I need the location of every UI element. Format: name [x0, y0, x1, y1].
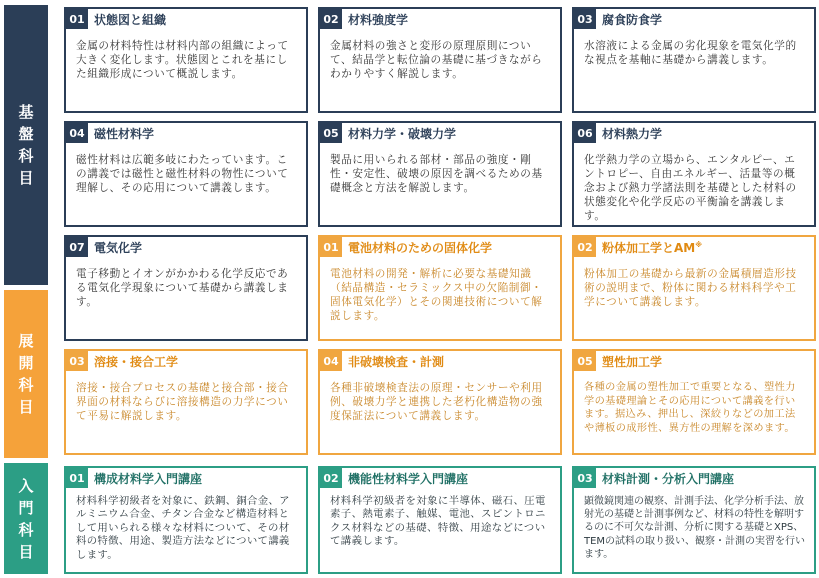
section-char: 目 [18, 169, 34, 187]
course-description: 各種非破壊検査法の原理・センサーや利用例、破壊力学と連携した老朽化構造物の強度保証法について講義します。 [330, 382, 543, 422]
course-description: 顕微鏡関連の観察、計測手法、化学分析手法、放射光の基礎と計測事例など、材料の特性を解明するのに不可欠な計測、分析に関する基礎とXPS、TEMの試料の取り扱い、観察・計測の実習を行います。 [584, 496, 806, 560]
section-char: 展 [18, 332, 34, 350]
course-description: 各種の金属の塑性加工で重要となる、塑性力学の基礎理論とその応用について講義を行います。据込み、押出し、深絞りなどの加工法や薄板の成形性、異方性の理解を深めます。 [584, 382, 796, 434]
course-card[interactable] [318, 349, 562, 455]
course-card[interactable] [64, 7, 308, 113]
section-char: 科 [18, 147, 34, 165]
course-title-text: 粉体加工学とAM [602, 240, 696, 255]
course-number: 03 [574, 9, 596, 29]
section-label-intro [4, 463, 48, 574]
section-char: 目 [18, 398, 34, 416]
course-description: 電池材料の開発・解析に必要な基礎知識（結晶構造・セラミックス中の欠陥制御・固体電気化学）とその関連技術について解説します。 [330, 268, 543, 322]
course-number: 01 [66, 9, 88, 29]
course-card[interactable] [572, 121, 816, 227]
course-number: 04 [66, 123, 88, 143]
course-title: 電気化学 [94, 240, 143, 255]
section-char: 目 [18, 542, 34, 561]
course-number: 01 [66, 468, 88, 488]
course-title: 磁性材料学 [94, 126, 155, 141]
section-label-basic [4, 5, 48, 285]
section-label-advanced [4, 290, 48, 458]
course-number: 02 [574, 237, 596, 257]
course-title: 材料力学・破壊力学 [348, 126, 457, 141]
course-number: 06 [574, 123, 596, 143]
course-card[interactable] [572, 7, 816, 113]
course-card[interactable] [64, 349, 308, 455]
course-description: 材料科学初級者を対象に、鉄鋼、銅合金、アルミニウム合金、チタン合金など構造材料として用いられる様々な材料について、その材料の特徴、用途、製造方法などについて講義します。 [76, 495, 290, 561]
course-card[interactable] [64, 121, 308, 227]
course-title [602, 239, 702, 256]
course-description: 金属材料の強さと変形の原理原則について、結晶学と転位論の基礎に基づきながらわかりやすく解説します。 [330, 40, 543, 80]
course-card[interactable] [572, 466, 816, 574]
course-title: 電池材料のための固体化学 [348, 240, 493, 255]
course-card[interactable] [572, 349, 816, 455]
course-title: 腐食防食学 [602, 12, 663, 27]
course-title: 材料強度学 [348, 12, 409, 27]
course-card[interactable] [318, 121, 562, 227]
course-number: 05 [574, 351, 596, 371]
course-description: 粉体加工の基礎から最新の金属積層造形技術の説明まで、粉体に関わる材料科学や工学について講義します。 [584, 268, 797, 308]
course-number: 03 [574, 468, 596, 488]
course-title: 材料熱力学 [602, 126, 663, 141]
course-title: 材料計測・分析入門講座 [602, 471, 735, 486]
course-card[interactable] [318, 466, 562, 574]
section-char: 開 [18, 354, 34, 372]
course-description: 磁性材料は広範多岐にわたっています。この講義では磁性と磁性材料の物性について理解し、その応用について講義します。 [76, 154, 289, 194]
course-card[interactable] [64, 235, 308, 341]
section-char: 科 [18, 520, 34, 539]
course-card[interactable] [318, 235, 562, 341]
section-char: 盤 [18, 125, 34, 143]
course-number: 05 [320, 123, 342, 143]
section-char: 基 [18, 103, 34, 121]
course-number: 02 [320, 468, 342, 488]
section-char: 門 [18, 498, 34, 517]
course-number: 01 [320, 237, 342, 257]
course-description: 金属の材料特性は材料内部の組織によって大きく変化します。状態図とこれを基にした組織形成について概説します。 [76, 40, 289, 80]
course-number: 07 [66, 237, 88, 257]
course-number: 02 [320, 9, 342, 29]
course-description: 水溶液による金属の劣化現象を電気化学的な視点を基軸に基礎から講義します。 [584, 40, 797, 66]
course-description: 電子移動とイオンがかかわる化学反応である電気化学現象について基礎から講義します。 [76, 268, 289, 308]
course-title: 構成材料学入門講座 [94, 471, 203, 486]
course-description: 溶接・接合プロセスの基礎と接合部・接合界面の材料ならびに溶接構造の力学について平易に解説します。 [76, 382, 289, 422]
course-title: 非破壊検査・計測 [348, 354, 445, 369]
section-char: 入 [18, 476, 34, 495]
course-title: 塑性加工学 [602, 354, 663, 369]
course-number: 03 [66, 351, 88, 371]
course-card[interactable] [64, 466, 308, 574]
course-title: 状態図と組織 [94, 12, 167, 27]
course-description: 化学熱力学の立場から、エンタルピー、エントロピー、自由エネルギー、活量等の概念および熱力学諸法則を基礎とした材料の状態変化や化学反応の平衡論を講義します。 [584, 154, 797, 222]
course-description: 材料科学初級者を対象に半導体、磁石、圧電素子、熱電素子、触媒、電池、スピントロニクス材料などの基礎、特徴、用途などについて講義します。 [330, 495, 546, 548]
footnote-mark: ※ [695, 240, 703, 249]
course-description: 製品に用いられる部材・部品の強度・剛性・安定性、破壊の原因を調べるための基礎概念と方法を解説します。 [330, 154, 543, 194]
section-char: 科 [18, 376, 34, 394]
course-card[interactable] [572, 235, 816, 341]
course-title: 機能性材料学入門講座 [348, 471, 469, 486]
course-title: 溶接・接合工学 [94, 354, 179, 369]
course-number: 04 [320, 351, 342, 371]
course-card[interactable] [318, 7, 562, 113]
